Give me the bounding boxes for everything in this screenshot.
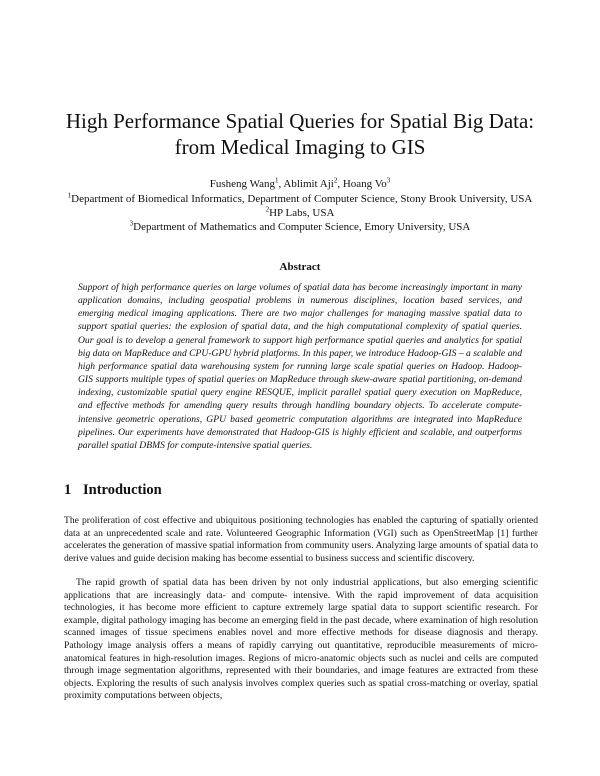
author-name: Ablimit Aji: [283, 178, 334, 190]
title-line-2: from Medical Imaging to GIS: [174, 135, 426, 159]
author-affiliation-mark: 1: [274, 176, 279, 185]
affiliation-line: [0, 192, 600, 206]
body-paragraph: The rapid growth of spatial data has been driven by not only industrial applications, but also emerging scientific applications that are increasingly data- and compute- intensive. With the rapid improvement of data acquisition technologies, it has become more efficient to capture extremely large spatial data to support scientific research. For example, digital pathology imaging has become an emerging field in the past decade, where examination of high resolution scanned images of tissue specimens enables novel and more effective methods for disease diagnosis and therapy. Pathology image analysis offers a means of rapidly carrying out quantitative, reproducible measurements of micro-anatomical features in high-resolution images. Regions of micro-anatomic objects such as nuclei and cells are computed through image segmentation algorithms, represented with their boundaries, and image features are extracted from these objects. Exploring the results of such analysis involves complex queries such as spatial cross-matching or overlay, spatial proximity computations between objects,: [64, 577, 538, 702]
affiliation-text: HP Labs, USA: [269, 207, 335, 219]
affiliation-text: Department of Mathematics and Computer Science, Emory University, USA: [133, 221, 471, 233]
author-list: Fusheng Wang$^1$, Ablimit Aji$^2$, Hoang Vo$^3$: [209, 176, 391, 190]
affiliation-line: [0, 220, 600, 234]
affiliation-mark: 1: [67, 191, 72, 200]
section-heading: [64, 482, 162, 499]
body-paragraph: The proliferation of cost effective and ubiquitous positioning technologies has enabled the capturing of spatially oriented data at an unprecedented scale and rate. Volunteered Geographic Information (VGI) such as OpenStreetMap [1] further accelerates the generation of massive spatial information from community users. Analyzing large amounts of spatial data to derive values and guide decision making has become essential to business success and scientific discovery.: [64, 515, 538, 564]
paper-title: [0, 108, 600, 160]
author-name: Hoang Vo: [342, 178, 387, 190]
affiliation-line: [0, 206, 600, 220]
abstract-heading: Abstract: [279, 261, 321, 273]
section-number: 1: [64, 482, 72, 498]
affiliation-mark: 2: [265, 205, 270, 214]
affiliation-text: Department of Biomedical Informatics, Department of Computer Science, Stony Brook University, USA: [71, 193, 533, 205]
title-line-1: High Performance Spatial Queries for Spatial Big Data:: [65, 109, 535, 133]
author-affiliation-mark: 2: [333, 176, 338, 185]
author-affiliation-mark: 3: [386, 176, 391, 185]
author-name: Fusheng Wang: [209, 178, 275, 190]
abstract-text: Support of high performance queries on large volumes of spatial data has become increasingly important in many application domains, including geospatial problems in numerous disciplines, location based services, and emerging medical imaging applications. There are two major challenges for managing massive spatial data to support spatial queries: the explosion of spatial data, and the high computational complexity of spatial queries. Our goal is to develop a general framework to support high performance spatial queries and analytics for spatial big data on MapReduce and CPU-GPU hybrid platforms. In this paper, we introduce Hadoop-GIS – a scalable and high performance spatial data warehousing system for running large scale spatial queries on Hadoop. Hadoop-GIS supports multiple types of spatial queries on MapReduce through skew-aware spatial partitioning, on-demand indexing, customizable spatial query engine RESQUE, implicit parallel spatial query execution on MapReduce, and effective methods for amending query results through handling boundary objects. To accelerate compute-intensive geometric operations, GPU based geometric computation algorithms are integrated into MapReduce pipelines. Our experiments have demonstrated that Hadoop-GIS is highly efficient and scalable, and outperforms parallel spatial DBMS for compute-intensive spatial queries.: [78, 282, 522, 451]
affiliation-mark: 3: [129, 219, 134, 228]
section-title: Introduction: [83, 482, 162, 498]
